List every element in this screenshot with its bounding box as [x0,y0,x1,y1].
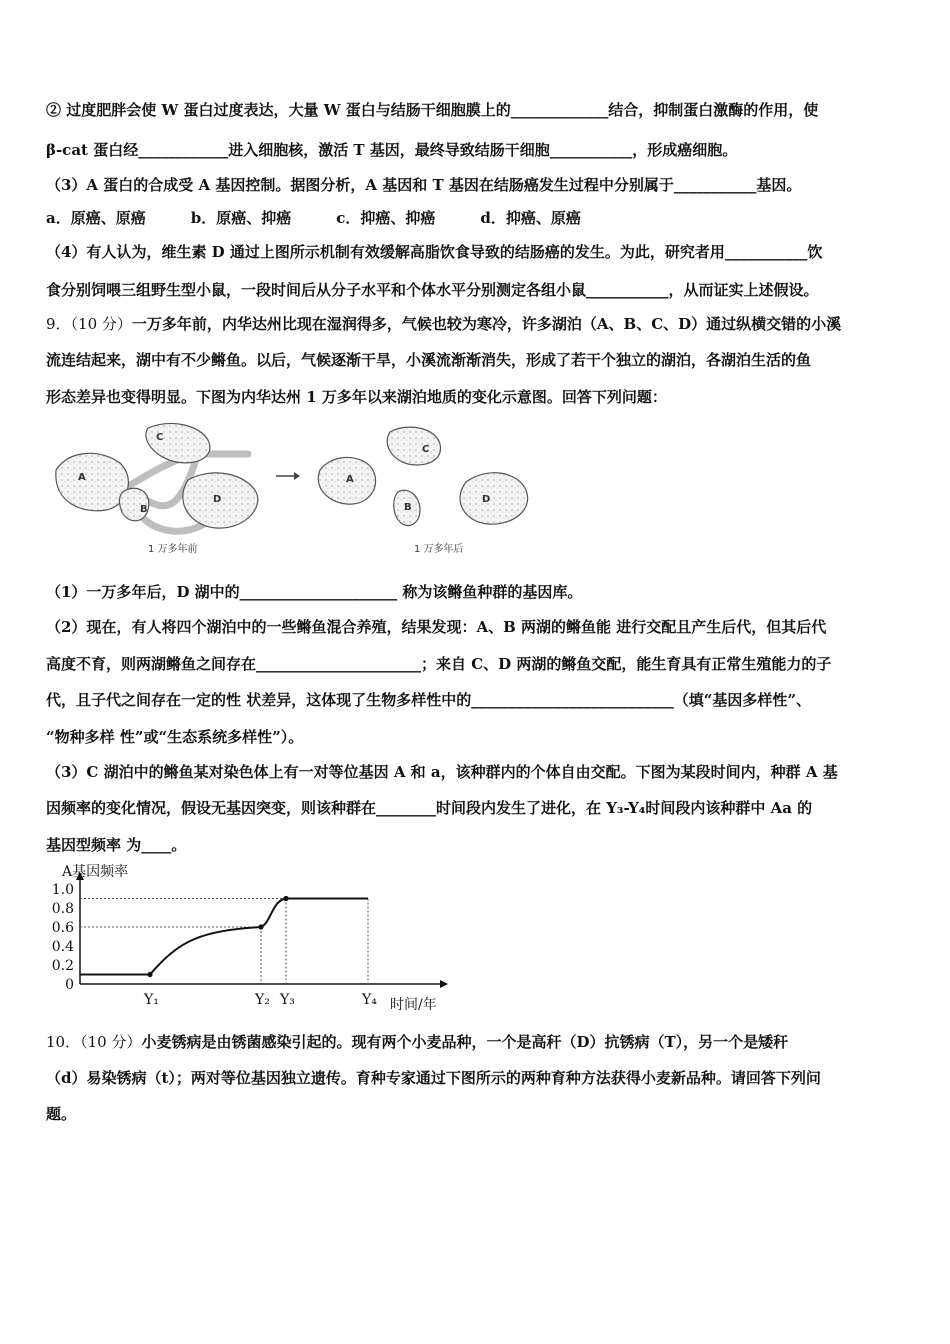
text-line: 因频率的变化情况，假设无基因突变，则该种群在________时间段内发生了进化，在 Y₃-Y₄时间段内该种群中 Aa 的 [46,799,813,817]
text-line: 食分别饲喂三组野生型小鼠，一段时间后从分子水平和个体水平分别测定各组小鼠___________，从而证实上述假设。 [46,281,819,299]
question-10 [46,1032,906,1052]
text-line: 高度不育，则两湖鳉鱼之间存在______________________；来自 C、D 两湖的鳉鱼交配，能生育具有正常生殖能力的子 [46,655,832,673]
text-line: 基因型频率 为____。 [46,836,187,854]
lake-C-before [146,424,210,463]
x-tick-label: Y₃ [280,992,295,1008]
y-tick-label: 0.2 [51,958,74,974]
lake-label: A [78,472,86,483]
y-tick-label: 0.8 [51,901,74,917]
x-tick-label: Y₂ [255,992,270,1008]
x-axis-label: 时间/年 [390,997,437,1013]
lake-label: D [482,494,491,505]
text-line: “物种多样 性”或“生态系统多样性”）。 [46,728,304,746]
text-line: （d）易染锈病（t）；两对等位基因独立遗传。育种专家通过下图所示的两种育种方法获得小麦新品种。请回答下列问 [46,1069,821,1087]
text-line: 一万多年前，内华达州比现在湿润得多，气候也较为寒冷，许多湖泊（A、B、C、D）通过纵横交错的小溪 [131,315,842,333]
lakes-before [56,424,258,555]
y-tick-label: 1.0 [51,882,74,898]
text-line: （3）C 湖泊中的鳉鱼某对染色体上有一对等位基因 A 和 a，该种群内的个体自由交配。下图为某段时间内，种群 A 基 [46,763,838,781]
text-line: 流连结起来，湖中有不少鳉鱼。以后，气候逐渐干旱，小溪流渐渐消失，形成了若干个独立的湖泊，各湖泊生活的鱼 [46,351,812,369]
caption-after: 1 万多年后 [414,544,464,555]
data-point [147,972,152,977]
question-number: 9．（10 分） [46,315,132,333]
x-axis-arrow-icon [440,980,448,988]
text-line: ② 过度肥胖会使 W 蛋白过度表达，大量 W 蛋白与结肠干细胞膜上的_____________结合，抑制蛋白激酶的作用，使 [46,101,819,119]
question-9 [46,314,906,334]
lakes-after [318,427,527,555]
arrow-right-icon [276,472,300,480]
text-line: （1）一万多年后，D 湖中的_____________________ 称为该鳉鱼种群的基因库。 [46,583,583,601]
text-line: 题。 [46,1105,77,1123]
lake-label: C [156,432,164,443]
lake-figure [48,418,548,563]
caption-before: 1 万多年前 [148,544,198,555]
x-tick-label: Y₄ [362,992,377,1008]
question-number: 10．（10 分） [46,1033,142,1051]
text-line: 代，且子代之间存在一定的性 状差异，这体现了生物多样性中的___________________________（填“基因多样性”、 [46,691,811,709]
chart-axes [61,863,448,1013]
lake-C-after [387,427,440,465]
data-point [258,924,263,929]
text-line: 形态差异也变得明显。下图为内华达州 1 万多年以来湖泊地质的变化示意图。回答下列问题： [46,388,667,406]
lake-label: D [213,494,222,505]
data-point [283,896,288,901]
lake-D-after [460,473,528,524]
text-line: 小麦锈病是由锈菌感染引起的。现有两个小麦品种，一个是高秆（D）抗锈病（T），另一个是矮秆 [141,1033,789,1051]
lake-label: B [140,504,148,515]
lake-A-before [56,453,129,510]
x-tick-label: Y₁ [144,992,159,1008]
answer-options: a．原癌、原癌 b．原癌、抑癌 c．抑癌、抑癌 d．抑癌、原癌 [46,209,581,227]
lake-label: C [422,444,430,455]
gene-frequency-chart [40,862,460,1020]
y-axis-label: A基因频率 [62,864,129,880]
text-line: （2）现在，有人将四个湖泊中的一些鳉鱼混合养殖，结果发现：A、B 两湖的鳉鱼能 进行交配且产生后代，但其后代 [46,618,827,636]
y-tick-label: 0.4 [51,939,74,955]
text-line: （3）A 蛋白的合成受 A 基因控制。据图分析，A 基因和 T 基因在结肠癌发生过程中分别属于___________基因。 [46,176,802,194]
y-tick-label: 0.6 [51,920,74,936]
lake-label: A [346,474,354,485]
text-line: β-cat 蛋白经____________进入细胞核，激活 T 基因，最终导致结肠干细胞___________，形成癌细胞。 [46,141,738,159]
y-tick-label: 0 [65,977,74,993]
text-line: （4）有人认为，维生素 D 通过上图所示机制有效缓解高脂饮食导致的结肠癌的发生。为此，研究者用___________饮 [46,243,823,261]
lake-label: B [404,502,412,513]
series-line [80,899,368,975]
